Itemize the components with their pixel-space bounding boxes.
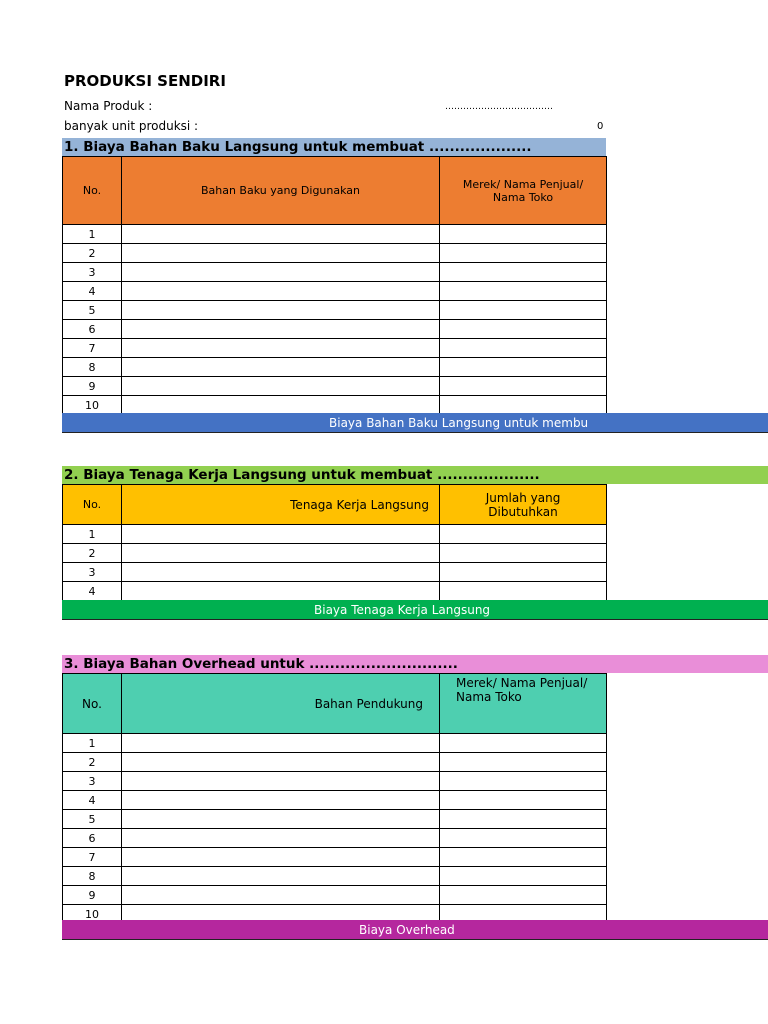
table-row	[63, 753, 607, 772]
cell-item[interactable]	[122, 810, 440, 829]
production-units-label: banyak unit produksi :	[64, 119, 199, 133]
section1-total-bar	[62, 413, 768, 433]
cell-item[interactable]	[122, 582, 440, 601]
cell-detail[interactable]	[440, 582, 607, 601]
row-number: 2	[63, 244, 122, 263]
table-row	[63, 225, 607, 244]
section3-heading: 3. Biaya Bahan Overhead untuk .............................	[64, 656, 458, 672]
table-row	[63, 867, 607, 886]
cell-item[interactable]	[122, 848, 440, 867]
row-number: 3	[63, 772, 122, 791]
cell-item[interactable]	[122, 867, 440, 886]
table-row	[63, 791, 607, 810]
row-number: 10	[63, 905, 122, 924]
cell-detail[interactable]	[440, 525, 607, 544]
row-number: 1	[63, 734, 122, 753]
cell-item[interactable]	[122, 544, 440, 563]
cell-item[interactable]	[122, 244, 440, 263]
row-number: 5	[63, 301, 122, 320]
table-row	[63, 848, 607, 867]
cell-detail[interactable]	[440, 320, 607, 339]
section3-heading-wrap	[62, 655, 768, 673]
product-name-value[interactable]: ………………………………	[445, 102, 553, 112]
table-row	[63, 734, 607, 753]
row-number: 9	[63, 377, 122, 396]
section2-heading-wrap	[62, 466, 768, 484]
cell-item[interactable]	[122, 320, 440, 339]
col-seller-header: Merek/ Nama Penjual/ Nama Toko	[440, 157, 607, 225]
cell-item[interactable]	[122, 753, 440, 772]
cell-detail[interactable]	[440, 810, 607, 829]
cell-item[interactable]	[122, 886, 440, 905]
cell-detail[interactable]	[440, 772, 607, 791]
table-row	[63, 829, 607, 848]
section2-total-bar	[62, 600, 768, 620]
row-number: 3	[63, 563, 122, 582]
section3-total-label: Biaya Overhead	[359, 923, 455, 937]
row-number: 9	[63, 886, 122, 905]
table-row	[63, 772, 607, 791]
row-number: 10	[63, 396, 122, 415]
table-row	[63, 244, 607, 263]
cell-item[interactable]	[122, 339, 440, 358]
cell-detail[interactable]	[440, 377, 607, 396]
cell-detail[interactable]	[440, 829, 607, 848]
cell-detail[interactable]	[440, 886, 607, 905]
col-seller-header: Merek/ Nama Penjual/ Nama Toko	[440, 674, 607, 734]
cell-item[interactable]	[122, 377, 440, 396]
cell-detail[interactable]	[440, 244, 607, 263]
cell-item[interactable]	[122, 734, 440, 753]
row-number: 6	[63, 320, 122, 339]
row-number: 6	[63, 829, 122, 848]
col-no-header: No.	[63, 674, 122, 734]
table-row	[63, 301, 607, 320]
cell-item[interactable]	[122, 263, 440, 282]
cell-detail[interactable]	[440, 791, 607, 810]
cell-detail[interactable]	[440, 339, 607, 358]
section3-total-bar	[62, 920, 768, 940]
cell-item[interactable]	[122, 282, 440, 301]
row-number: 2	[63, 753, 122, 772]
section3-table	[62, 673, 607, 924]
section1-table	[62, 156, 607, 415]
cell-item[interactable]	[122, 225, 440, 244]
col-raw-material-header: Bahan Baku yang Digunakan	[122, 157, 440, 225]
row-number: 7	[63, 848, 122, 867]
table-row	[63, 339, 607, 358]
cell-detail[interactable]	[440, 867, 607, 886]
cell-detail[interactable]	[440, 544, 607, 563]
table-row	[63, 377, 607, 396]
cell-detail[interactable]	[440, 263, 607, 282]
cell-detail[interactable]	[440, 396, 607, 415]
row-number: 4	[63, 282, 122, 301]
section2-table	[62, 484, 607, 601]
row-number: 5	[63, 810, 122, 829]
cell-item[interactable]	[122, 563, 440, 582]
section2-total-label: Biaya Tenaga Kerja Langsung	[314, 603, 491, 617]
cell-item[interactable]	[122, 829, 440, 848]
section1-heading: 1. Biaya Bahan Baku Langsung untuk membuat ....................	[62, 138, 606, 156]
cell-item[interactable]	[122, 301, 440, 320]
col-supporting-material-header: Bahan Pendukung	[122, 674, 440, 734]
cell-item[interactable]	[122, 358, 440, 377]
cell-detail[interactable]	[440, 753, 607, 772]
product-name-label: Nama Produk :	[64, 99, 153, 113]
row-number: 1	[63, 225, 122, 244]
cell-detail[interactable]	[440, 734, 607, 753]
cell-detail[interactable]	[440, 282, 607, 301]
row-number: 1	[63, 525, 122, 544]
cell-item[interactable]	[122, 525, 440, 544]
cell-detail[interactable]	[440, 563, 607, 582]
col-labor-header: Tenaga Kerja Langsung	[122, 485, 440, 525]
row-number: 3	[63, 263, 122, 282]
cell-detail[interactable]	[440, 848, 607, 867]
cell-item[interactable]	[122, 791, 440, 810]
section2-heading: 2. Biaya Tenaga Kerja Langsung untuk membuat ....................	[64, 467, 540, 483]
row-number: 2	[63, 544, 122, 563]
table-row	[63, 396, 607, 415]
col-quantity-header: Jumlah yang Dibutuhkan	[440, 485, 607, 525]
cell-detail[interactable]	[440, 358, 607, 377]
table-row	[63, 563, 607, 582]
row-number: 4	[63, 582, 122, 601]
production-units-value[interactable]: 0	[597, 121, 604, 132]
cell-item[interactable]	[122, 396, 440, 415]
row-number: 8	[63, 358, 122, 377]
section1-total-label: Biaya Bahan Baku Langsung untuk membu	[329, 416, 589, 430]
table-row	[63, 886, 607, 905]
table-row	[63, 358, 607, 377]
cell-detail[interactable]	[440, 225, 607, 244]
col-no-header: No.	[63, 485, 122, 525]
row-number: 4	[63, 791, 122, 810]
table-row	[63, 544, 607, 563]
cell-detail[interactable]	[440, 301, 607, 320]
col-no-header: No.	[63, 157, 122, 225]
table-row	[63, 582, 607, 601]
table-row	[63, 282, 607, 301]
page-title: PRODUKSI SENDIRI	[64, 72, 226, 90]
table-row	[63, 263, 607, 282]
table-row	[63, 320, 607, 339]
row-number: 7	[63, 339, 122, 358]
table-row	[63, 810, 607, 829]
cell-item[interactable]	[122, 772, 440, 791]
table-row	[63, 525, 607, 544]
row-number: 8	[63, 867, 122, 886]
